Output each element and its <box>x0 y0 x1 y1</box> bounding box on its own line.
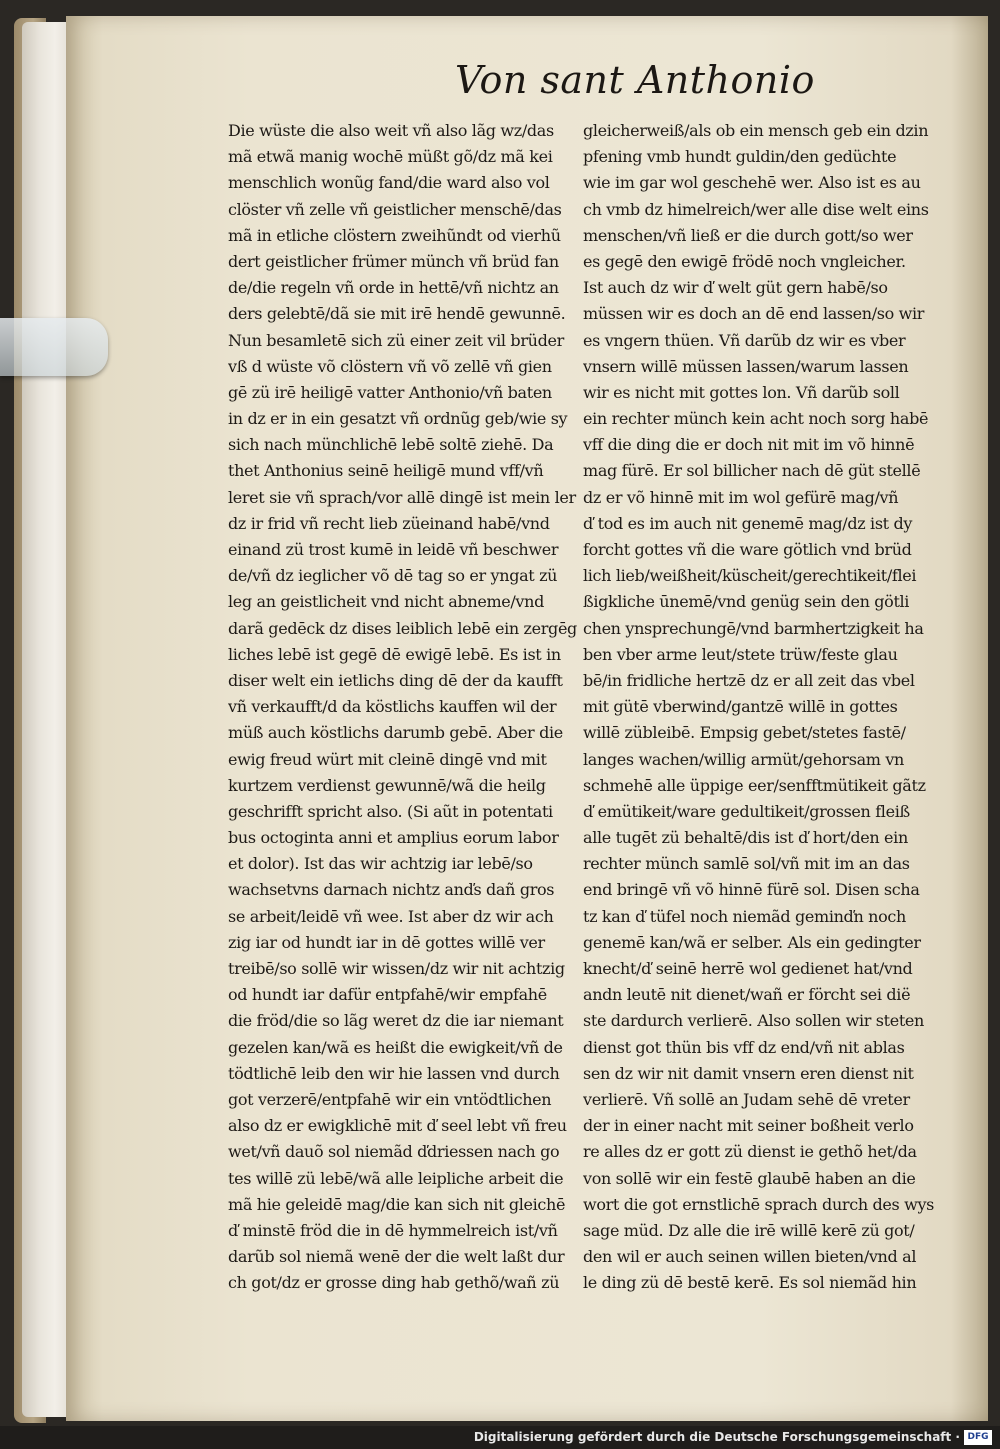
text-line: rechter münch samlē sol/vñ mit im an das <box>583 854 910 874</box>
text-line: ch got/dz er grosse ding hab gethõ/wañ zü <box>228 1273 560 1293</box>
text-line: ders gelebtē/dã sie mit irē hendē gewunnē. <box>228 304 566 324</box>
text-line: ßigkliche ūnemē/vnd genüg sein den götli <box>583 592 910 612</box>
text-line: darũb sol niemã wenē der die welt laßt dur <box>228 1247 565 1267</box>
text-line: geschrifft spricht also. (Si aũt in potentati <box>228 801 553 821</box>
text-line: mã etwã manig wochē müßt gõ/dz mã kei <box>228 147 553 167</box>
text-line: le ding zü dē bestē kerē. Es sol niemãd hin <box>583 1273 917 1293</box>
text-line: tes willē zü lebē/wã alle leipliche arbeit die <box>228 1168 564 1188</box>
text-line: dz ir frid vñ recht lieb züeinand habē/vnd <box>228 513 550 533</box>
text-line: menschlich wonũg fand/die ward also vol <box>228 173 550 193</box>
text-line: Nun besamletē sich zü einer zeit vil brüder <box>228 330 564 350</box>
text-line: müssen wir es doch an dē end lassen/so wir <box>583 304 925 324</box>
text-line: mit gütē vberwind/gantzē willē in gottes <box>583 697 898 717</box>
text-line: willē zübleibē. Empsig gebet/stetes fastē/ <box>583 723 906 743</box>
text-line: genemē kan/wã er selber. Als ein gedingter <box>583 932 921 952</box>
text-line: Die wüste die also weit vñ also lãg wz/das <box>228 121 554 140</box>
dfg-logo: DFG <box>964 1430 992 1445</box>
left-text-column <box>228 118 578 1296</box>
text-line: mag fürē. Er sol billicher nach dē güt stellē <box>583 461 921 481</box>
text-line: es vngern thüen. Vñ darũb dz wir es vber <box>583 330 906 350</box>
text-line: schmehē alle üppige eer/senfftmütikeit gãtz <box>583 775 926 795</box>
text-line: mã in etliche clöstern zweihũndt od vierhũ <box>228 225 561 245</box>
text-line: pfening vmb hundt guldin/den gedüchte <box>583 147 897 167</box>
text-line: gē zü irē heiligē vatter Anthonio/vñ baten <box>228 382 552 402</box>
text-line: bus octoginta anni et amplius eorum labor <box>228 828 559 848</box>
text-line: ein rechter münch kein acht noch sorg habē <box>583 409 929 429</box>
text-line: dz er võ hinnē mit im wol gefürē mag/vñ <box>583 487 899 507</box>
text-line: treibē/so sollē wir wissen/dz wir nit achtzig <box>228 959 565 978</box>
text-line: chen ynsprechungē/vnd barmhertzigkeit ha <box>583 618 924 638</box>
text-line: einand zü trost kumē in leidē vñ beschwer <box>228 540 559 559</box>
text-line: vff die ding die er doch nit mit im võ hinnē <box>583 435 915 455</box>
text-line: got verzerē/entpfahē wir ein vntödtlichen <box>228 1089 552 1109</box>
text-line: ď minstē fröd die in dē hymmelreich ist/vñ <box>228 1220 558 1240</box>
text-line: Ist auch dz wir ď welt güt gern habē/so <box>583 278 888 298</box>
text-line: de/vñ dz ieglicher võ dē tag so er yngat zü <box>228 566 558 586</box>
text-line: gezelen kan/wã es heißt die ewigkeit/vñ de <box>228 1037 563 1057</box>
text-line: thet Anthonius seinē heiligē mund vff/vñ <box>228 461 544 481</box>
text-line: müß auch köstlichs darumb gebē. Aber die <box>228 723 563 743</box>
text-line: langes wachen/willig armüt/gehorsam vn <box>583 749 904 769</box>
text-line: vnsern willē müssen lassen/warum lassen <box>583 356 909 376</box>
page-title: Von sant Anthonio <box>455 58 815 102</box>
text-line: wir es nicht mit gottes lon. Vñ darũb soll <box>583 382 900 402</box>
text-line: zig iar od hundt iar in dē gottes willē ver <box>228 932 545 952</box>
text-line: die fröd/die so lãg weret dz die iar niemant <box>228 1011 564 1031</box>
text-line: leg an geistlicheit vnd nicht abneme/vnd <box>228 592 544 612</box>
text-line: mã hie geleidē mag/die kan sich nit gleichē <box>228 1194 566 1214</box>
text-line: od hundt iar dafür entpfahē/wir empfahē <box>228 985 547 1005</box>
text-line: in dz er in ein gesatzt vñ ordnũg geb/wie sy <box>228 409 568 429</box>
text-line: wort die got ernstlichē sprach durch des wys <box>583 1194 935 1214</box>
text-line: diser welt ein ietlichs ding dē der da kaufft <box>228 670 563 690</box>
text-line: vñ verkaufft/d da köstlichs kauffen wil der <box>228 697 557 717</box>
text-line: re alles dz er gott zü dienst ie gethõ het/da <box>583 1142 917 1162</box>
text-line: tz kan ď tüfel noch niemãd geminďn noch <box>583 906 906 926</box>
text-line: et dolor). Ist das wir achtzig iar lebē/so <box>228 854 533 874</box>
text-line: lich lieb/weißheit/küscheit/gerechtikeit/flei <box>583 566 917 586</box>
text-line: sage müd. Dz alle die irē willē kerē zü got/ <box>583 1220 915 1240</box>
text-line: ewig freud würt mit cleinē dingē vnd mit <box>228 749 547 769</box>
right-text-column <box>583 118 943 1296</box>
text-line: leret sie vñ sprach/vor allē dingē ist mein ler <box>228 487 576 507</box>
text-line: liches lebē ist gegē dē ewigē lebē. Es ist in <box>228 644 561 664</box>
text-line: vß d wüste võ clöstern vñ võ zellē vñ gien <box>228 356 552 376</box>
text-line: es gegē den ewigē frödē noch vngleicher. <box>583 251 906 271</box>
text-line: menschen/vñ ließ er die durch gott/so wer <box>583 225 913 245</box>
text-line: ben vber arme leut/stete trüw/feste glau <box>583 644 898 664</box>
text-line: alle tugēt zü behaltē/dis ist ď hort/den ein <box>583 828 908 848</box>
text-line: ď tod es im auch nit genemē mag/dz ist dy <box>583 513 913 533</box>
text-line: se arbeit/leidē vñ wee. Ist aber dz wir ach <box>228 906 554 926</box>
footer-credit: Digitalisierung gefördert durch die Deutsche Forschungsgemeinschaft · <box>473 1430 960 1444</box>
text-line: tödtlichē leib den wir hie lassen vnd durch <box>228 1063 560 1083</box>
text-line: forcht gottes vñ die ware götlich vnd brüd <box>583 540 912 559</box>
text-line: de/die regeln vñ orde in hettē/vñ nichtz an <box>228 278 559 298</box>
text-line: end bringē vñ võ hinnē fürē sol. Disen scha <box>583 880 920 900</box>
text-line: den wil er auch seinen willen bieten/vnd al <box>583 1247 917 1267</box>
text-line: ď emütikeit/ware gedultikeit/grossen fleiß <box>583 801 910 821</box>
text-line: von sollē wir ein festē glaubē haben an die <box>583 1168 916 1188</box>
text-line: knecht/ď seinē herrē wol gedienet hat/vnd <box>583 959 913 978</box>
text-line: clöster vñ zelle vñ geistlicher menschē/das <box>228 199 562 219</box>
text-line: verlierē. Vñ sollē an Judam sehē dē vreter <box>583 1089 910 1109</box>
text-line: darã gedēck dz dises leiblich lebē ein zergēg <box>228 618 577 638</box>
text-line: wet/vñ dauõ sol niemãd ďdriessen nach go <box>228 1142 560 1162</box>
text-line: also dz er ewigklichē mit ď seel lebt vñ freu <box>228 1116 567 1136</box>
text-line: wachsetvns darnach nichtz anďs dañ gros <box>228 880 555 900</box>
text-line: ch vmb dz himelreich/wer alle dise welt eins <box>583 199 929 219</box>
text-line: ste dardurch verlierē. Also sollen wir steten <box>583 1011 924 1031</box>
text-line: der in einer nacht mit seiner boßheit verlo <box>583 1116 914 1136</box>
text-line: gleicherweiß/als ob ein mensch geb ein dzin <box>583 121 929 140</box>
page-clip <box>0 318 108 376</box>
text-line: dienst got thün bis vff dz end/vñ nit ablas <box>583 1037 905 1057</box>
text-line: kurtzem verdienst gewunnē/wã die heilg <box>228 775 546 795</box>
text-line: sen dz wir nit damit vnsern eren dienst nit <box>583 1063 914 1083</box>
text-line: dert geistlicher frümer münch vñ brüd fan <box>228 251 559 271</box>
text-line: bē/in fridliche hertzē dz er all zeit das vbel <box>583 670 915 690</box>
text-line: wie im gar wol geschehē wer. Also ist es au <box>583 173 921 193</box>
text-line: sich nach münchlichē lebē soltē ziehē. Da <box>228 435 554 455</box>
text-line: andn leutē nit dienet/wañ er förcht sei dië <box>583 985 911 1005</box>
